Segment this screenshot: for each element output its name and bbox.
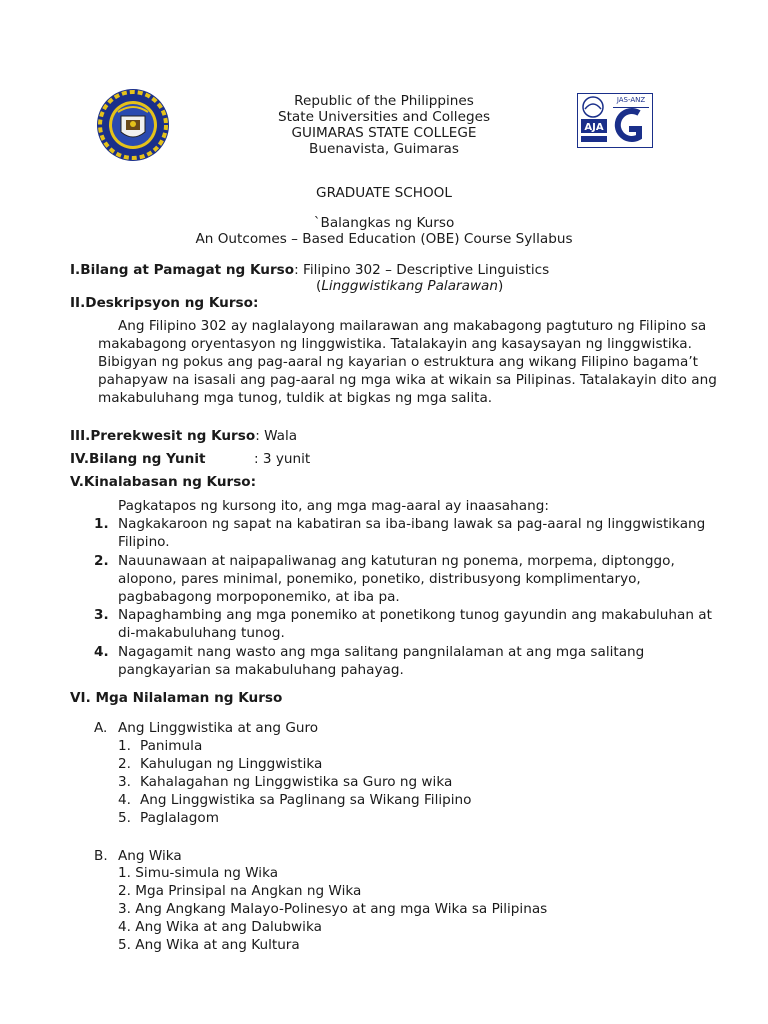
section-6-label: VI. Mga Nilalaman ng Kurso <box>70 690 283 706</box>
section-5-label: V.Kinalabasan ng Kurso: <box>70 474 257 490</box>
section-4-label: IV.Bilang ng Yunit <box>70 451 206 467</box>
outcome-line: Nagkakaroon ng sapat na kabatiran sa iba-ibang lawak sa pag-aaral ng linggwistikang <box>118 516 706 532</box>
content-item: 3. Ang Angkang Malayo-Polinesyo at ang mga Wika sa Pilipinas <box>118 901 548 917</box>
section-1-subtitle-italic: Linggwistikang Palarawan <box>321 278 499 294</box>
outcome-number: 1. <box>94 516 109 532</box>
outcome-line: pangkayarian sa makabuluhang pahayag. <box>118 662 404 678</box>
section-1-subtitle: (Linggwistikang Palarawan) <box>316 278 504 294</box>
description-line: Bibigyan ng pokus ang pag-aaral ng kayarian o estruktura ang wikang Filipino bagama’t <box>98 354 698 370</box>
group-a-letter: A. <box>94 720 108 736</box>
section-2-label: II.Deskripsyon ng Kurso: <box>70 295 259 311</box>
description-line: Ang Filipino 302 ay naglalayong mailarawan ang makabagong pagtuturo ng Filipino sa <box>118 318 707 334</box>
outcome-line: Napaghambing ang mga ponemiko at ponetikong tunog gayundin ang makabuluhan at <box>118 607 712 623</box>
content-item-number: 1. <box>118 738 131 754</box>
content-item: Kahalagahan ng Linggwistika sa Guro ng wika <box>140 774 453 790</box>
jas-anz-text: JAS-ANZ <box>616 96 646 104</box>
group-b-letter: B. <box>94 848 108 864</box>
header-college-name: GUIMARAS STATE COLLEGE <box>291 125 477 141</box>
section-1 <box>70 262 549 278</box>
description-line: makabuluhang mga tunog, tuldik at bigkas ng mga salita. <box>98 390 493 406</box>
group-b-title: Ang Wika <box>118 848 182 864</box>
content-item: Ang Linggwistika sa Paglinang sa Wikang Filipino <box>140 792 472 808</box>
content-item: 5. Ang Wika at ang Kultura <box>118 937 300 953</box>
outcome-number: 4. <box>94 644 109 660</box>
content-item: 2. Mga Prinsipal na Angkan ng Wika <box>118 883 362 899</box>
section-3-label: III.Prerekwesit ng Kurso <box>70 428 256 444</box>
outcome-line: Nagagamit nang wasto ang mga salitang pangnilalaman at ang mga salitang <box>118 644 645 660</box>
graduate-school-title: GRADUATE SCHOOL <box>316 185 452 201</box>
outcome-line: pagbabagong morpoponemiko, at iba pa. <box>118 589 400 605</box>
header-address: Buenavista, Guimaras <box>309 141 459 157</box>
header-republic: Republic of the Philippines <box>294 93 474 109</box>
section-3 <box>70 428 297 444</box>
section-1-value: : Filipino 302 – Descriptive Linguistics <box>294 262 550 278</box>
content-item: Kahulugan ng Linggwistika <box>140 756 323 772</box>
outcomes-intro: Pagkatapos ng kursong ito, ang mga mag-aaral ay inaasahang: <box>118 498 549 514</box>
description-line: makabagong oryentasyon ng linggwistika. Tatalakayin ang kasaysayan ng linggwistika. <box>98 336 692 352</box>
content-item: 4. Ang Wika at ang Dalubwika <box>118 919 322 935</box>
content-item-number: 4. <box>118 792 131 808</box>
content-item: Paglalagom <box>140 810 219 826</box>
syllabus-title: An Outcomes – Based Education (OBE) Course Syllabus <box>195 231 573 247</box>
section-1-label: I.Bilang at Pamagat ng Kurso <box>70 262 295 278</box>
outcome-number: 3. <box>94 607 109 623</box>
group-a-title: Ang Linggwistika at ang Guro <box>118 720 319 736</box>
description-line: pahapyaw na isasali ang pag-aaral ng mga wika at wikain sa Pilipinas. Tatalakayin dito ang <box>98 372 717 388</box>
section-3-value: : Wala <box>255 428 298 444</box>
section-4-value: : 3 yunit <box>254 451 311 467</box>
content-item: Panimula <box>140 738 203 754</box>
content-item-number: 3. <box>118 774 131 790</box>
content-item-number: 5. <box>118 810 131 826</box>
content-item: 1. Simu-simula ng Wika <box>118 865 279 881</box>
header-suc: State Universities and Colleges <box>277 109 491 125</box>
outcome-line: di-makabuluhang tunog. <box>118 625 285 641</box>
outcome-line: Filipino. <box>118 534 170 550</box>
outcome-line: alopono, pares minimal, ponemiko, ponetiko, distribusyong komplimentaryo, <box>118 571 641 587</box>
outcome-line: Nauunawaan at naipapaliwanag ang katuturan ng ponema, morpema, diptonggo, <box>118 553 675 569</box>
course-outline-title: `Balangkas ng Kurso <box>313 215 455 231</box>
outcome-number: 2. <box>94 553 109 569</box>
aja-text: AJA <box>584 122 604 133</box>
content-item-number: 2. <box>118 756 131 772</box>
